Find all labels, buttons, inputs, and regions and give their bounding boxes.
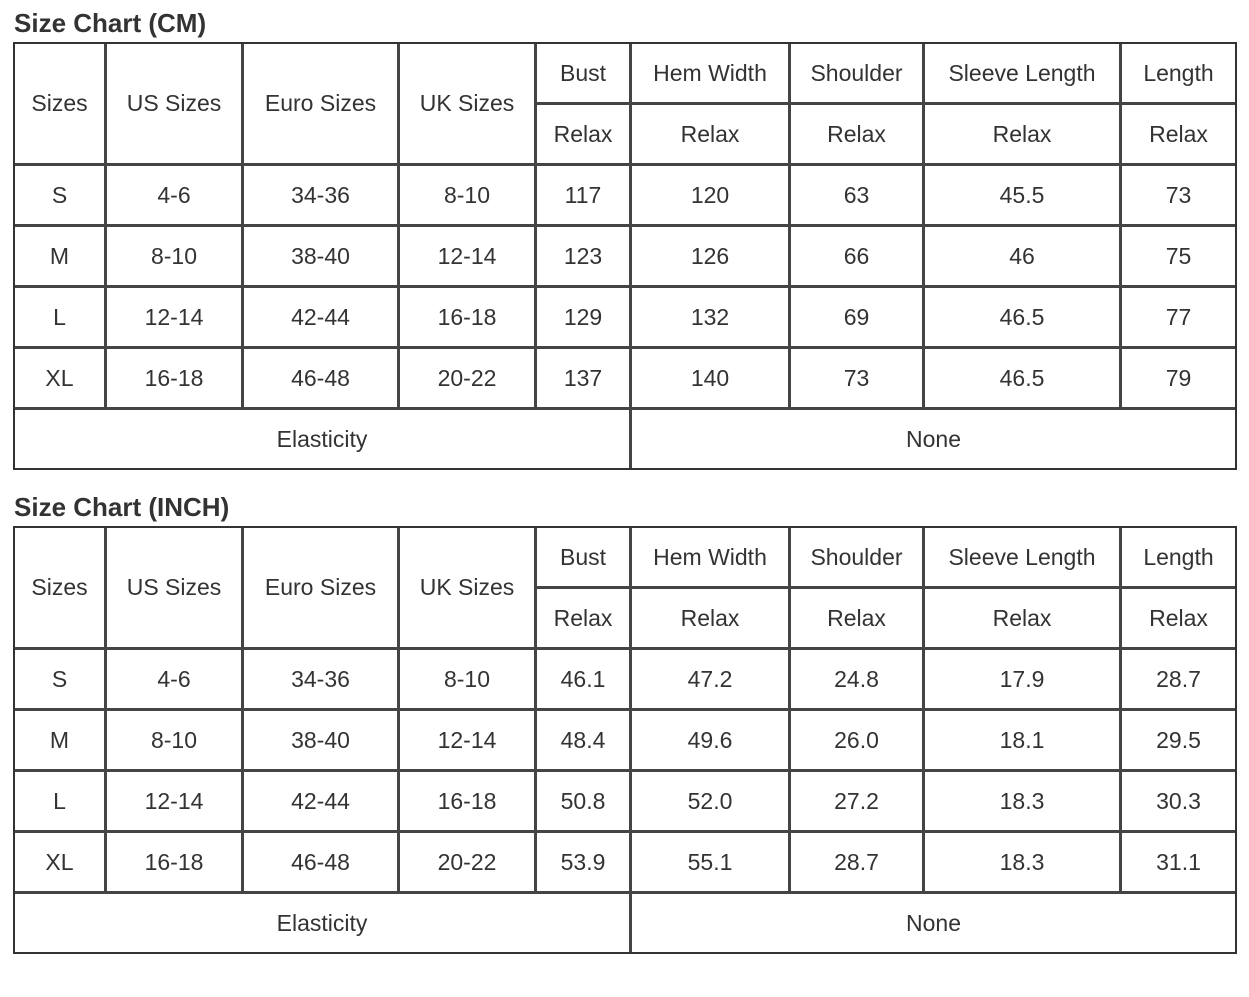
header-sleeve-length: Sleeve Length	[925, 528, 1122, 589]
cell-length: 29.5	[1122, 711, 1235, 772]
elasticity-row	[15, 410, 1235, 468]
table-row	[15, 349, 1235, 410]
subheader-relax: Relax	[632, 589, 791, 650]
cell-bust: 48.4	[537, 711, 632, 772]
header-hem-width: Hem Width	[632, 528, 791, 589]
cell-us: 12-14	[107, 288, 244, 349]
cell-uk: 8-10	[400, 166, 537, 227]
cell-size: M	[15, 711, 107, 772]
cell-sleeve-length: 46.5	[925, 349, 1122, 410]
cell-euro: 34-36	[244, 650, 400, 711]
size-chart-table	[13, 42, 1237, 470]
cell-uk: 16-18	[400, 288, 537, 349]
subheader-relax: Relax	[537, 105, 632, 166]
cell-us: 16-18	[107, 833, 244, 894]
cell-shoulder: 28.7	[791, 833, 925, 894]
header-sleeve-length: Sleeve Length	[925, 44, 1122, 105]
cell-length: 79	[1122, 349, 1235, 410]
cell-size: S	[15, 166, 107, 227]
cell-hem-width: 132	[632, 288, 791, 349]
cell-bust: 53.9	[537, 833, 632, 894]
table-row	[15, 650, 1235, 711]
header-shoulder: Shoulder	[791, 44, 925, 105]
elasticity-label: Elasticity	[15, 894, 632, 952]
cell-uk: 16-18	[400, 772, 537, 833]
cell-uk: 20-22	[400, 349, 537, 410]
cell-hem-width: 120	[632, 166, 791, 227]
cell-size: S	[15, 650, 107, 711]
elasticity-value: None	[906, 425, 961, 452]
subheader-relax: Relax	[791, 589, 925, 650]
subheader-relax: Relax	[632, 105, 791, 166]
cell-shoulder: 26.0	[791, 711, 925, 772]
cell-euro: 38-40	[244, 227, 400, 288]
cell-size: XL	[15, 349, 107, 410]
cell-bust: 46.1	[537, 650, 632, 711]
cell-euro: 38-40	[244, 711, 400, 772]
cell-sleeve-length: 18.3	[925, 833, 1122, 894]
cell-shoulder: 27.2	[791, 772, 925, 833]
header-sizes: Sizes	[15, 44, 107, 166]
size-chart-title: Size Chart (INCH)	[14, 492, 230, 522]
header-uk-sizes: UK Sizes	[400, 528, 537, 650]
table-row	[15, 166, 1235, 227]
cell-bust: 123	[537, 227, 632, 288]
cell-bust: 137	[537, 349, 632, 410]
cell-hem-width: 126	[632, 227, 791, 288]
header-length: Length	[1122, 528, 1235, 589]
size-chart-cm-section	[13, 4, 1237, 470]
cell-bust: 117	[537, 166, 632, 227]
cell-length: 28.7	[1122, 650, 1235, 711]
cell-us: 4-6	[107, 166, 244, 227]
cell-size: XL	[15, 833, 107, 894]
cell-shoulder: 24.8	[791, 650, 925, 711]
cell-length: 31.1	[1122, 833, 1235, 894]
table-row	[15, 772, 1235, 833]
cell-us: 8-10	[107, 227, 244, 288]
cell-hem-width: 52.0	[632, 772, 791, 833]
cell-length: 77	[1122, 288, 1235, 349]
cell-uk: 8-10	[400, 650, 537, 711]
cell-hem-width: 55.1	[632, 833, 791, 894]
cell-sleeve-length: 45.5	[925, 166, 1122, 227]
cell-sleeve-length: 17.9	[925, 650, 1122, 711]
cell-shoulder: 66	[791, 227, 925, 288]
cell-euro: 42-44	[244, 772, 400, 833]
header-shoulder: Shoulder	[791, 528, 925, 589]
header-length: Length	[1122, 44, 1235, 105]
cell-us: 12-14	[107, 772, 244, 833]
cell-shoulder: 69	[791, 288, 925, 349]
subheader-relax: Relax	[791, 105, 925, 166]
cell-euro: 46-48	[244, 349, 400, 410]
cell-sleeve-length: 46.5	[925, 288, 1122, 349]
subheader-relax: Relax	[1122, 105, 1235, 166]
table-row	[15, 288, 1235, 349]
header-us-sizes: US Sizes	[107, 44, 244, 166]
cell-uk: 12-14	[400, 227, 537, 288]
table-row	[15, 227, 1235, 288]
header-euro-sizes: Euro Sizes	[244, 528, 400, 650]
elasticity-row	[15, 894, 1235, 952]
subheader-relax: Relax	[925, 105, 1122, 166]
cell-length: 30.3	[1122, 772, 1235, 833]
cell-hem-width: 47.2	[632, 650, 791, 711]
header-row	[15, 528, 1235, 589]
table-row	[15, 833, 1235, 894]
table-row	[15, 711, 1235, 772]
header-euro-sizes: Euro Sizes	[244, 44, 400, 166]
header-hem-width: Hem Width	[632, 44, 791, 105]
cell-bust: 50.8	[537, 772, 632, 833]
cell-hem-width: 49.6	[632, 711, 791, 772]
cell-uk: 20-22	[400, 833, 537, 894]
header-bust: Bust	[537, 44, 632, 105]
cell-size: L	[15, 772, 107, 833]
cell-shoulder: 63	[791, 166, 925, 227]
header-us-sizes: US Sizes	[107, 528, 244, 650]
header-row	[15, 44, 1235, 105]
cell-size: L	[15, 288, 107, 349]
subheader-relax: Relax	[1122, 589, 1235, 650]
size-chart-title: Size Chart (CM)	[14, 8, 207, 38]
cell-sleeve-length: 18.3	[925, 772, 1122, 833]
cell-sleeve-length: 18.1	[925, 711, 1122, 772]
cell-size: M	[15, 227, 107, 288]
subheader-relax: Relax	[925, 589, 1122, 650]
cell-us: 16-18	[107, 349, 244, 410]
cell-bust: 129	[537, 288, 632, 349]
cell-euro: 46-48	[244, 833, 400, 894]
cell-euro: 34-36	[244, 166, 400, 227]
cell-euro: 42-44	[244, 288, 400, 349]
cell-sleeve-length: 46	[925, 227, 1122, 288]
subheader-relax: Relax	[537, 589, 632, 650]
header-bust: Bust	[537, 528, 632, 589]
size-chart-table	[13, 526, 1237, 954]
cell-shoulder: 73	[791, 349, 925, 410]
header-uk-sizes: UK Sizes	[400, 44, 537, 166]
cell-hem-width: 140	[632, 349, 791, 410]
header-sizes: Sizes	[15, 528, 107, 650]
elasticity-value: None	[906, 909, 961, 936]
cell-us: 8-10	[107, 711, 244, 772]
cell-us: 4-6	[107, 650, 244, 711]
cell-uk: 12-14	[400, 711, 537, 772]
size-chart-inch-section	[13, 488, 1237, 954]
cell-length: 73	[1122, 166, 1235, 227]
cell-length: 75	[1122, 227, 1235, 288]
elasticity-label: Elasticity	[15, 410, 632, 468]
